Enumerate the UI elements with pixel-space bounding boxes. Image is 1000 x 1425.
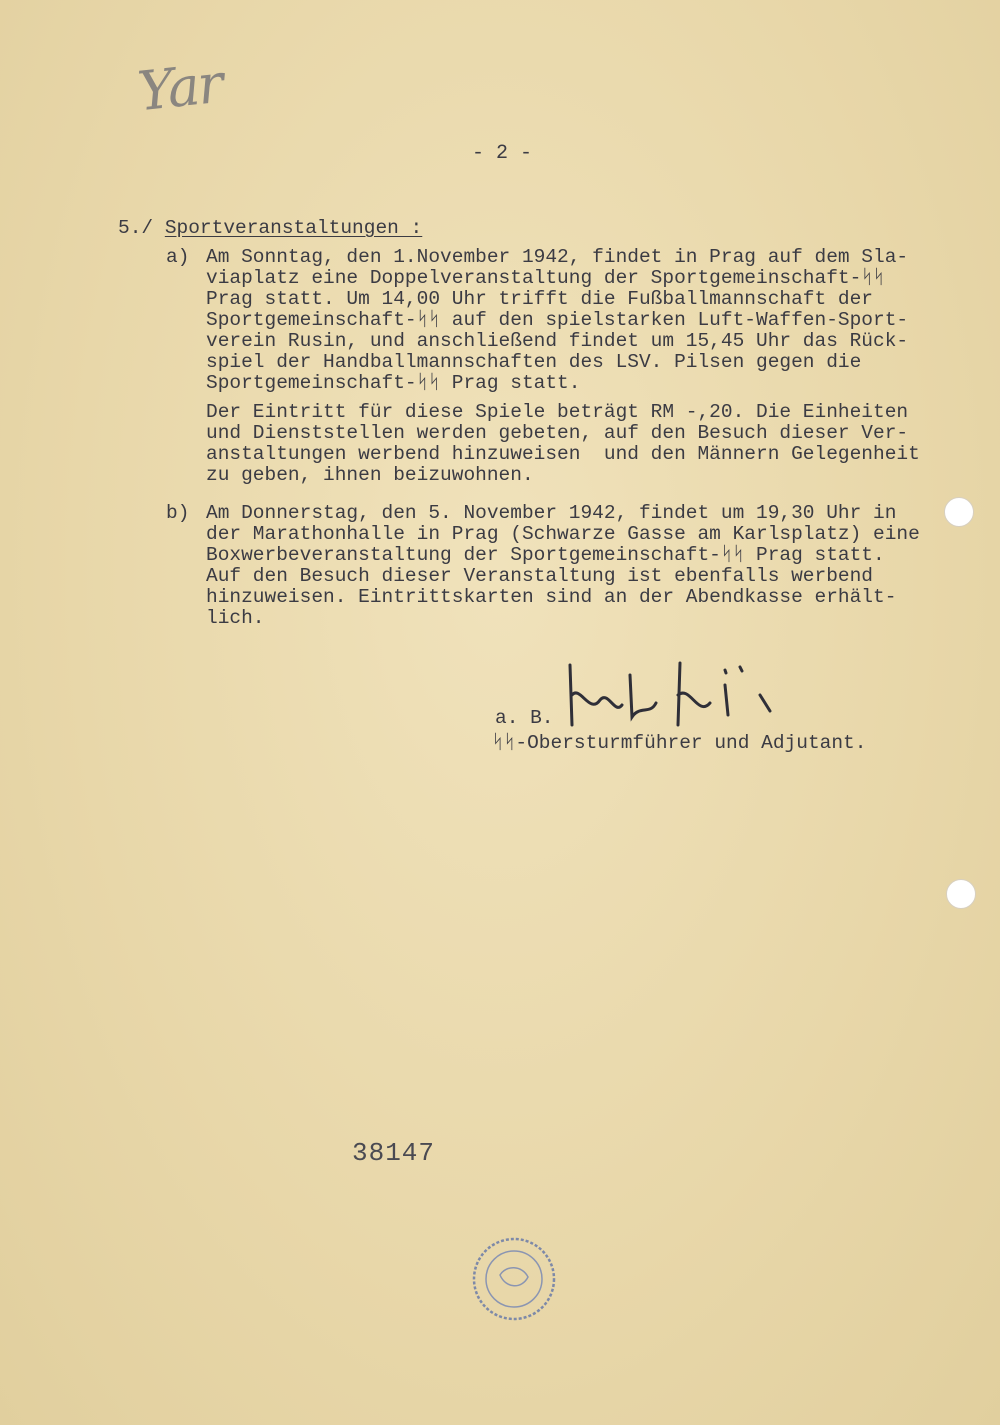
item-a-para2-line-3: anstaltungen werbend hinzuweisen und den Männern Gelegenheit [206, 443, 920, 465]
handwritten-signature [560, 655, 800, 735]
item-b-line-5: hinzuweisen. Eintrittskarten sind an der Abendkasse erhält- [206, 586, 897, 608]
item-b-line-6: lich. [206, 607, 265, 629]
item-a-line-3: Prag statt. Um 14,00 Uhr trifft die Fußballmannschaft der [206, 288, 874, 310]
item-a-line-7: Sportgemeinschaft-ᛋᛋ Prag statt. [206, 372, 581, 394]
item-b-line-4: Auf den Besuch dieser Veranstaltung ist ebenfalls werbend [206, 565, 874, 587]
section-title: Sportveranstaltungen : [164, 217, 423, 239]
item-a-line-6: spiel der Handballmannschaften des LSV. Pilsen gegen die [206, 351, 862, 373]
page-number: - 2 - [471, 142, 532, 165]
punch-hole-top [944, 497, 974, 527]
item-a-para2-line-4: zu geben, ihnen beizuwohnen. [206, 464, 534, 486]
item-a-line-1: Am Sonntag, den 1.November 1942, findet in Prag auf dem Sla- [206, 246, 909, 268]
item-b-marker: b) [166, 502, 190, 524]
item-b-line-1: Am Donnerstag, den 5. November 1942, findet um 19,30 Uhr in [206, 502, 897, 524]
item-b-line-3: Boxwerbeveranstaltung der Sportgemeinschaft-ᛋᛋ Prag statt. [206, 544, 885, 566]
item-a-line-5: verein Rusin, und anschließend findet um 15,45 Uhr das Rück- [206, 330, 909, 352]
item-a-line-4: Sportgemeinschaft-ᛋᛋ auf den spielstarken Luft-Waffen-Sport- [206, 309, 909, 331]
item-a-para2-line-2: und Dienststellen werden gebeten, auf den Besuch dieser Ver- [206, 422, 909, 444]
section-heading [118, 218, 422, 239]
signatory-title: ᛋᛋ-Obersturmführer und Adjutant. [492, 732, 867, 754]
archive-number: 38147 [352, 1138, 436, 1168]
punch-hole-bottom [946, 879, 976, 909]
signature-prefix: a. B. [495, 707, 554, 729]
section-number: 5./ [118, 217, 154, 239]
item-a-marker: a) [166, 246, 190, 268]
handwritten-pencil-mark: Yar [134, 51, 225, 124]
archive-stamp [470, 1235, 558, 1323]
item-a-para2-line-1: Der Eintritt für diese Spiele beträgt RM -,20. Die Einheiten [206, 401, 909, 423]
item-a-line-2: viaplatz eine Doppelveranstaltung der Sportgemeinschaft-ᛋᛋ [206, 267, 885, 289]
item-b-line-2: der Marathonhalle in Prag (Schwarze Gasse am Karlsplatz) eine [206, 523, 920, 545]
